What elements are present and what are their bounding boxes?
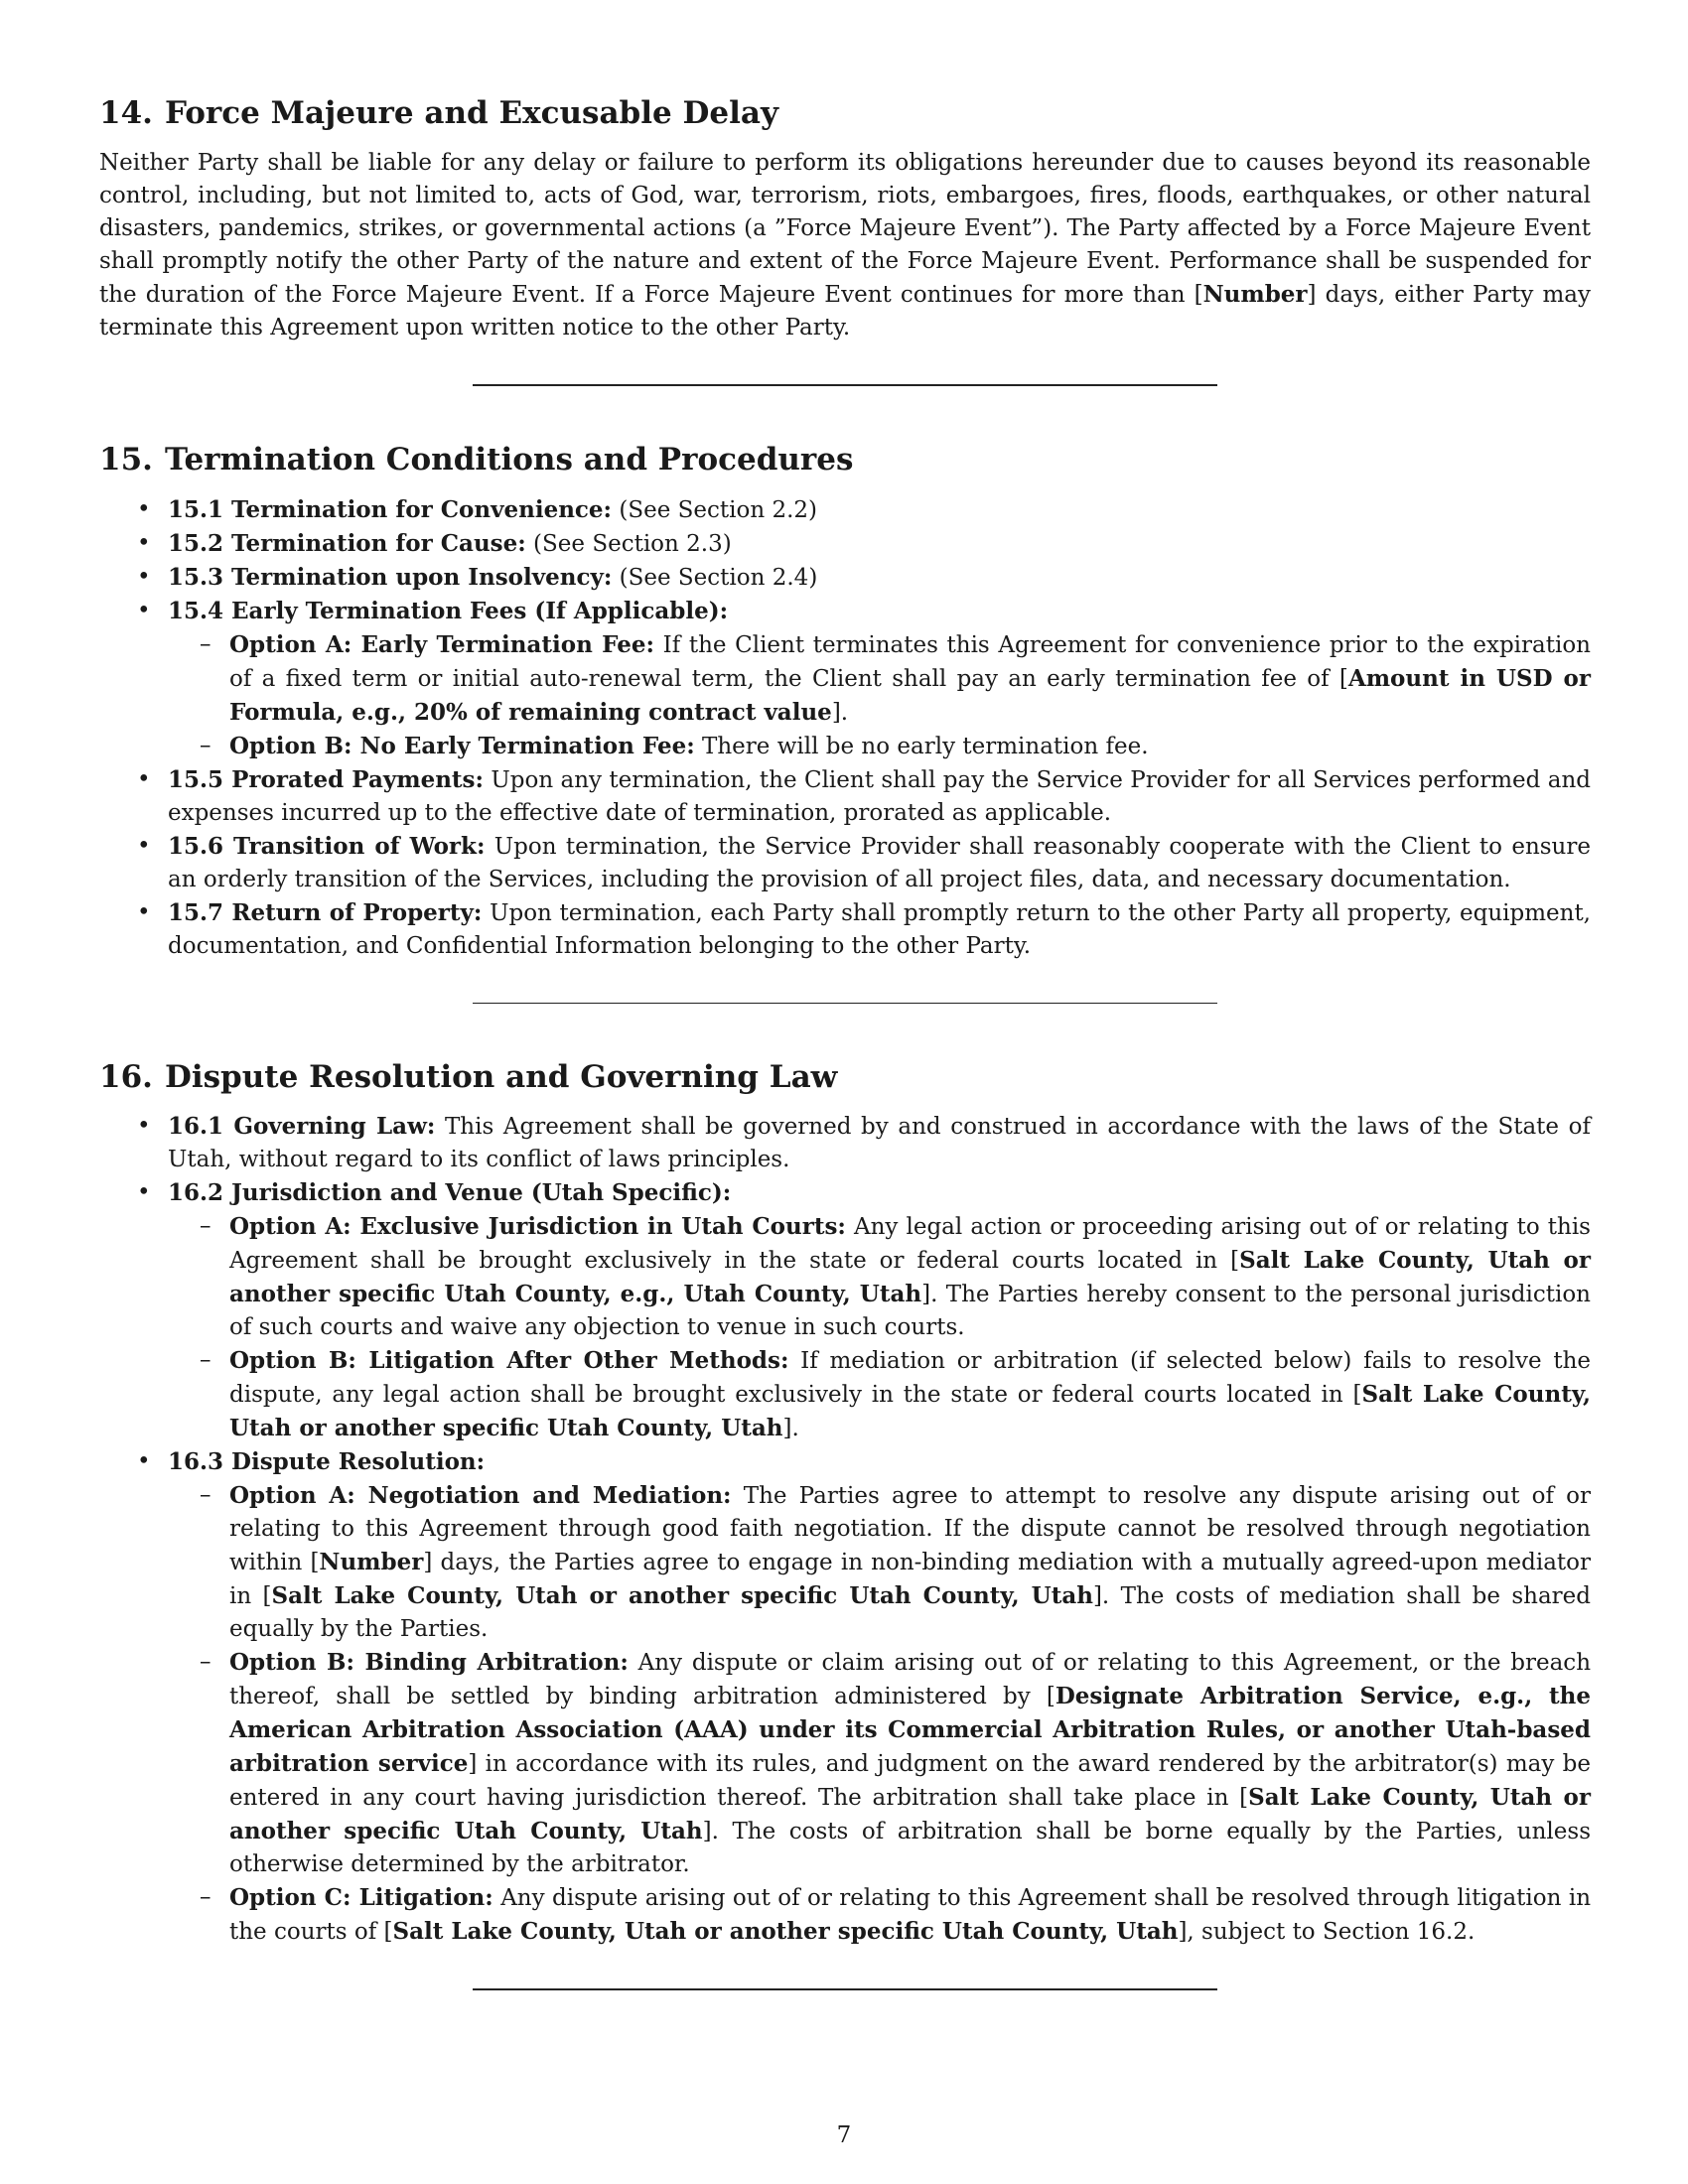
clause-item [99,1445,1591,1949]
option-text: ]. The Parties hereby consent to the personal jurisdiction of such courts and waive any objection to venue in such courts. [229,1282,1591,1341]
clause-label: 15.7 Return of Property: [168,898,483,926]
option-text: ]. The costs of mediation shall be shared equally by the Parties. [229,1583,1592,1643]
option-label: Option A: Exclusive Jurisdiction in Utah Courts: [229,1213,846,1241]
section-number: 14. [99,95,153,131]
section-heading [99,441,1591,479]
clause-item [99,763,1591,830]
option-item [168,1210,1591,1344]
option-list [168,628,1591,763]
option-text: ] days, the Parties agree to engage in non-binding mediation with a mutually agreed-upon mediator in [ [229,1550,1591,1610]
section-16 [99,1058,1591,1950]
placeholder-text: Salt Lake County, Utah or another specific Utah County, Utah [229,1381,1591,1442]
clause-label: 16.1 Governing Law: [168,1113,436,1141]
clause-item [99,527,1591,561]
clause-item [99,561,1591,595]
clause-text: (See Section 2.4) [612,564,818,591]
placeholder-text: Salt Lake County, Utah or another specific Utah County, Utah [392,1918,1179,1946]
option-label: Option B: No Early Termination Fee: [229,732,695,759]
section-divider [473,1988,1217,1990]
section-heading [99,1058,1591,1097]
option-text: ], subject to Section 16.2. [1178,1919,1476,1946]
option-text: Any legal action or proceeding arising out of or relating to this Agreement shall be brought exclusively in the state or federal courts located in [ [229,1214,1591,1275]
section-divider [473,1003,1217,1004]
option-text: Any dispute or claim arising out of or relating to this Agreement, or the breach thereof, shall be settled by binding arbitration administered by [ [229,1650,1592,1710]
option-text: The Parties agree to attempt to resolve any dispute arising out of or relating to this Agreement through good faith negotiation. If the dispute cannot be resolved through negotiation within [ [229,1483,1591,1576]
option-item [168,1344,1591,1445]
clause-text: (See Section 2.3) [525,530,732,557]
section-title: Termination Conditions and Procedures [164,441,854,478]
placeholder-text: Salt Lake County, Utah or another specific Utah County, Utah [271,1582,1093,1610]
clause-label: 15.1 Termination for Convenience: [168,495,613,523]
clause-list [99,1110,1591,1949]
option-label: Option B: Litigation After Other Methods: [229,1347,789,1375]
option-text: If mediation or arbitration (if selected below) fails to resolve the dispute, any legal action shall be brought exclusively in the state or federal courts located in [ [229,1348,1591,1409]
option-text: There will be no early termination fee. [694,733,1149,759]
clause-list [99,493,1591,963]
section-title: Force Majeure and Excusable Delay [164,95,778,131]
placeholder-text: Amount in USD or Formula, e.g., 20% of remaining contract value [229,664,1591,726]
section-number: 16. [99,1058,153,1095]
option-text: If the Client terminates this Agreement for convenience prior to the expiration of a fixed term or initial auto-renewal term, the Client shall pay an early termination fee of [ [229,631,1591,692]
clause-label: 15.5 Prorated Payments: [168,765,484,793]
option-label: Option A: Early Termination Fee: [229,630,654,658]
option-text: ]. [782,1416,799,1442]
section-heading [99,94,1591,133]
clause-text: Upon any termination, the Client shall pay the Service Provider for all Services performed and expenses incurred up to the effective date of termination, prorated as applicable. [168,766,1591,826]
page-number: 7 [836,2122,852,2148]
clause-text: This Agreement shall be governed by and construed in accordance with the laws of the State of Utah, without regard to its conflict of laws principles. [168,1114,1591,1173]
clause-text: Upon termination, the Service Provider shall reasonably cooperate with the Client to ensure an orderly transition of the Services, including the provision of all project files, data, and necessary documentation. [168,833,1591,892]
section-number: 15. [99,441,153,478]
option-list [168,1210,1591,1445]
clause-label: 15.4 Early Termination Fees (If Applicable): [168,597,729,624]
section-15 [99,441,1591,963]
option-label: Option C: Litigation: [229,1884,493,1912]
clause-item [99,830,1591,896]
clause-item [99,1110,1591,1176]
paragraph-text: ] days, either Party may terminate this Agreement upon written notice to the other Party. [99,281,1592,341]
option-item [168,1881,1591,1949]
option-item [168,628,1591,730]
clause-label: 16.3 Dispute Resolution: [168,1448,486,1476]
placeholder-text: Number [319,1549,424,1576]
option-item [168,1479,1591,1646]
option-text: ]. The costs of arbitration shall be borne equally by the Parties, unless otherwise determined by the arbitrator. [229,1819,1591,1878]
clause-label: 15.3 Termination upon Insolvency: [168,563,613,591]
section-paragraph [99,147,1591,344]
option-item [168,730,1591,763]
clause-text: (See Section 2.2) [612,496,818,523]
placeholder-text: Salt Lake County, Utah or another specific Utah County, Utah [229,1784,1591,1845]
option-label: Option A: Negotiation and Mediation: [229,1482,732,1510]
clause-label: 15.6 Transition of Work: [168,832,486,860]
option-text: ] in accordance with its rules, and judgment on the award rendered by the arbitrator(s) may be entered in any court having jurisdiction thereof. The arbitration shall take place in [ [229,1751,1591,1812]
clause-item [99,1176,1591,1445]
clause-item [99,493,1591,527]
clause-item [99,896,1591,963]
clause-label: 16.2 Jurisdiction and Venue (Utah Specific): [168,1179,732,1207]
option-list [168,1479,1591,1949]
option-text: ]. [831,699,849,726]
placeholder-text: Salt Lake County, Utah or another specific Utah County, e.g., Utah County, Utah [229,1247,1591,1308]
section-divider [473,384,1217,386]
clause-item [99,595,1591,763]
paragraph-text: Neither Party shall be liable for any delay or failure to perform its obligations hereunder due to causes beyond its reasonable control, including, but not limited to, acts of God, war, terrorism, riots, embargoes, fires, floods, earthquakes, or other natural disasters, pandemics, strikes, or governmental actions (a ”Force Majeure Event”). The Party affected by a Force Majeure Event shall promptly notify the other Party of the nature and extent of the Force Majeure Event. Performance shall be suspended for the duration of the Force Majeure Event. If a Force Majeure Event continues for more than [ [99,149,1591,308]
option-item [168,1646,1591,1881]
placeholder-text: Designate Arbitration Service, e.g., the American Arbitration Association (AAA) under its Commercial Arbitration Rules, or another Utah-based arbitration service [229,1683,1591,1778]
placeholder-text: Number [1202,280,1308,308]
option-text: Any dispute arising out of or relating to this Agreement shall be resolved through litigation in the courts of [ [229,1885,1592,1946]
document-page [99,94,1591,2045]
clause-text: Upon termination, each Party shall promptly return to the other Party all property, equipment, documentation, and Confidential Information belonging to the other Party. [168,899,1591,959]
section-title: Dispute Resolution and Governing Law [164,1058,838,1095]
section-14 [99,94,1591,344]
clause-label: 15.2 Termination for Cause: [168,529,526,557]
option-label: Option B: Binding Arbitration: [229,1649,629,1677]
